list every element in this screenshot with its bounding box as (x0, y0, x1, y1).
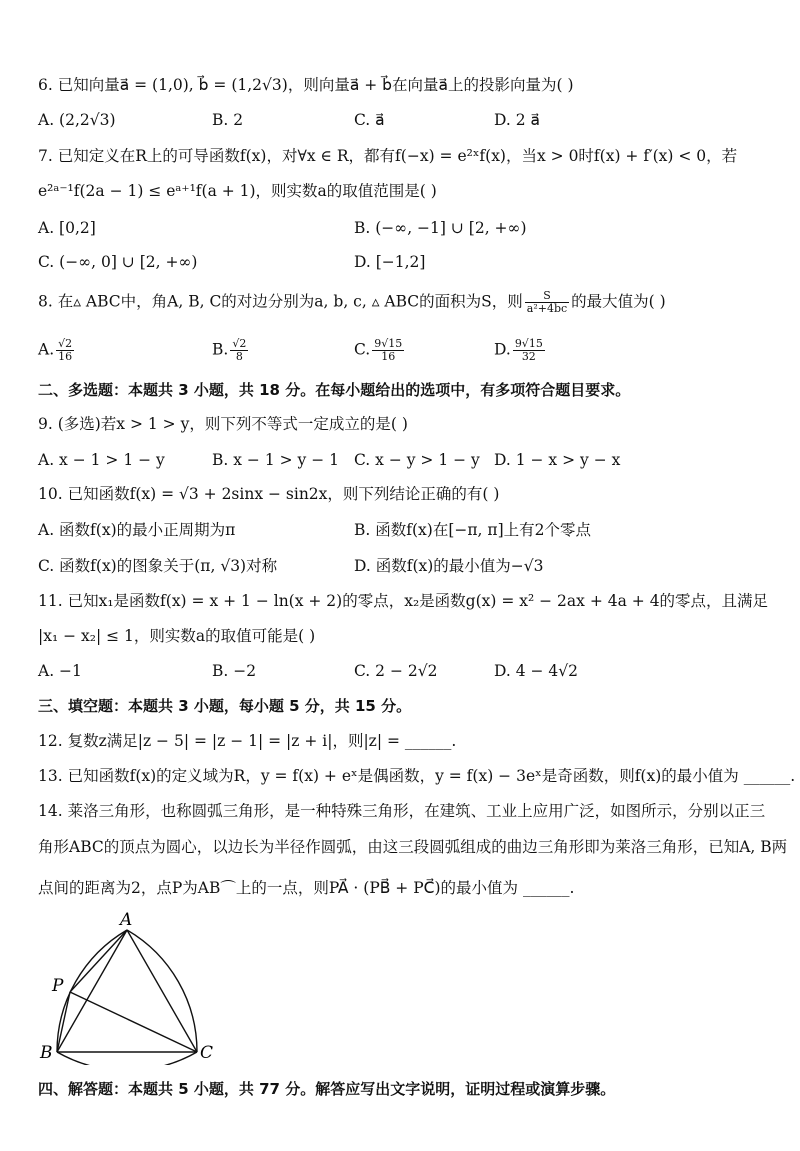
q6-stem: 6. 已知向量a⃗ = (1,0), b⃗ = (1,2√3)，则向量a⃗ + b⃗在向量a⃗上的投影向量为( ) (38, 76, 574, 94)
q11-option-d: D. 4 − 4√2 (494, 662, 579, 680)
q8-option-c-fraction (372, 338, 404, 363)
q7-option-c: C. (−∞, 0] ∪ [2, +∞) (38, 253, 198, 271)
q10-option-b: B. 函数f(x)在[−π, π]上有2个零点 (354, 521, 591, 539)
q8-option-a-fraction (56, 338, 74, 363)
q14-line1: 14. 莱洛三角形，也称圆弧三角形，是一种特殊三角形，在建筑、工业上应用广泛，如图所示，分别以正三 (38, 802, 766, 820)
q7-option-b: B. (−∞, −1] ∪ [2, +∞) (354, 219, 527, 237)
q8-option-d-den: 32 (521, 350, 536, 363)
section-4-heading: 四、解答题：本题共 5 小题，共 77 分。解答应写出文字说明，证明过程或演算步骤。 (38, 1080, 616, 1098)
q8-option-b-label: B. (212, 340, 229, 359)
q8-stem (38, 290, 780, 315)
q8-option-a (38, 338, 76, 363)
segment-ac (127, 930, 197, 1052)
q6-option-c: C. a⃗ (354, 111, 385, 129)
q10-option-d: D. 函数f(x)的最小值为−√3 (354, 557, 544, 575)
q7-option-d: D. [−1,2] (354, 253, 426, 271)
segment-pb (57, 992, 70, 1052)
q10-option-a: A. 函数f(x)的最小正周期为π (38, 521, 236, 539)
q8-option-b-fraction (230, 338, 248, 363)
segment-ab (57, 930, 127, 1052)
q8-option-b (212, 338, 250, 363)
q9-stem: 9. (多选)若x > 1 > y，则下列不等式一定成立的是( ) (38, 415, 408, 433)
q7-option-a: A. [0,2] (38, 219, 96, 237)
q6-option-d: D. 2 a⃗ (494, 111, 541, 129)
q9-option-b: B. x − 1 > y − 1 (212, 451, 339, 469)
q8-stem-suffix: 的最大值为( ) (571, 292, 666, 311)
q10-option-c: C. 函数f(x)的图象关于(π, √3)对称 (38, 557, 278, 575)
q8-option-d-fraction (513, 338, 545, 363)
q8-option-c-den: 16 (381, 350, 396, 363)
q8-fraction-denominator: a²+4bc (526, 302, 568, 315)
q8-option-d-num: 9√15 (514, 337, 543, 350)
q11-stem-line2: |x₁ − x₂| ≤ 1，则实数a的取值可能是( ) (38, 627, 316, 645)
section-3-heading: 三、填空题：本题共 3 小题，每小题 5 分，共 15 分。 (38, 697, 412, 715)
q8-option-a-label: A. (38, 340, 55, 359)
q11-stem-line1: 11. 已知x₁是函数f(x) = x + 1 − ln(x + 2)的零点，x₂是函数g(x) = x² − 2ax + 4a + 4的零点，且满足 (38, 592, 769, 610)
q9-option-a: A. x − 1 > 1 − y (38, 451, 165, 469)
q6-option-b: B. 2 (212, 111, 244, 129)
q8-option-c (354, 338, 406, 363)
label-p: P (52, 976, 64, 996)
segment-pa (70, 930, 127, 992)
label-a: A (120, 910, 133, 930)
q8-option-c-num: 9√15 (374, 337, 403, 350)
section-2-heading: 二、多选题：本题共 3 小题，共 18 分。在每小题给出的选项中，有多项符合题目要求。 (38, 381, 631, 399)
label-c: C (200, 1043, 214, 1063)
q8-option-d-label: D. (494, 340, 511, 359)
q11-option-b: B. −2 (212, 662, 257, 680)
q8-stem-prefix: 8. 在▵ ABC中，角A, B, C的对边分别为a, b, c, ▵ ABC的面积为S，则 (38, 292, 523, 311)
q8-fraction-numerator: S (525, 290, 569, 303)
q8-option-b-num: √2 (232, 337, 247, 350)
q12-stem: 12. 复数z满足|z − 5| = |z − 1| = |z + i|，则|z| = ______. (38, 732, 457, 750)
q11-option-a: A. −1 (38, 662, 82, 680)
arc-bc (57, 1052, 197, 1065)
q13-stem: 13. 已知函数f(x)的定义域为R，y = f(x) + eˣ是偶函数，y = f(x) − 3eˣ是奇函数，则f(x)的最小值为 ______. (38, 767, 796, 785)
q8-option-b-den: 8 (235, 350, 243, 363)
q7-stem-line1: 7. 已知定义在R上的可导函数f(x)，对∀x ∈ R，都有f(−x) = e²ˣf(x)，当x > 0时f(x) + f′(x) < 0，若 (38, 147, 738, 165)
q8-option-c-label: C. (354, 340, 371, 359)
segment-pc (70, 992, 197, 1052)
q14-line2: 角形ABC的顶点为圆心，以边长为半径作圆弧，由这三段圆弧组成的曲边三角形即为莱洛三角形，已知A, B两 (38, 838, 788, 856)
q7-stem-line2: e²ᵃ⁻¹f(2a − 1) ≤ eᵃ⁺¹f(a + 1)，则实数a的取值范围是( ) (38, 182, 437, 200)
q11-option-c: C. 2 − 2√2 (354, 662, 438, 680)
q8-option-d (494, 338, 547, 363)
q8-option-a-num: √2 (58, 337, 73, 350)
q8-option-a-den: 16 (58, 350, 73, 363)
q9-option-d: D. 1 − x > y − x (494, 451, 621, 469)
q10-stem: 10. 已知函数f(x) = √3 + 2sinx − sin2x，则下列结论正确的有( ) (38, 485, 500, 503)
label-b: B (40, 1043, 53, 1063)
q8-fraction (525, 290, 569, 315)
q6-option-a: A. (2,2√3) (38, 111, 116, 129)
q14-line3: 点间的距离为2，点P为AB⌒上的一点，则PA⃗ · (PB⃗ + PC⃗)的最小值为 ______. (38, 879, 575, 897)
reuleaux-triangle-figure (30, 905, 220, 1065)
q9-option-c: C. x − y > 1 − y (354, 451, 480, 469)
